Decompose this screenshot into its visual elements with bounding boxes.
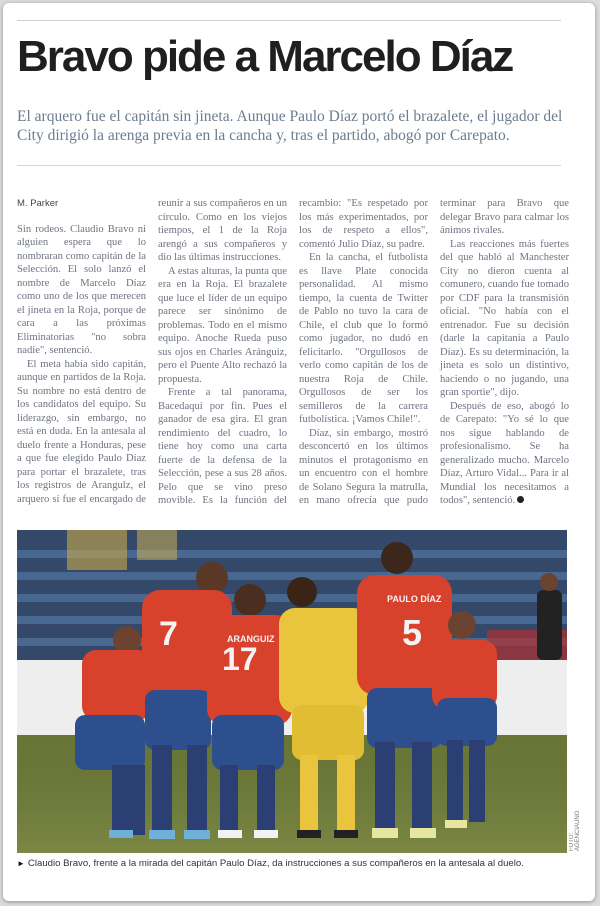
paragraph: Frente a tal panorama, Bacedaquí por fin. Pues el ganador de esa gira. El gran rendimiento del cuadro, lo tiene hoy como una carta fuerte de la defensa de la Selección, pese a sus 28 años. Pelo que se vino preso movible. Es la función del recambio: "Es respetado por los más experimentados, por los de respeto a ellos", comentó Julio Díaz, su padre. xyxy=(158,198,428,506)
paragraph: Díaz, sin embargo, mostró desconcertó en los últimos minutos el protagonismo en un encuentro con el hombre de Solano Segura la matrulla, en mano ofrecía que pudo terminar para Bravo que delegar Bravo para calmar los ánimos rivales. xyxy=(299,198,569,506)
jersey-name-paulo-diaz: PAULO DÍAZ xyxy=(387,594,442,604)
top-divider xyxy=(17,20,561,21)
caption-text: Claudio Bravo, frente a la mirada del capitán Paulo Díaz, da instrucciones a sus compañeros en la antesala al duelo. xyxy=(27,858,524,869)
caption-marker-icon: ► xyxy=(17,859,25,868)
newspaper-page xyxy=(3,3,595,901)
paragraph-last-text: Después de eso, abogó lo de Carepato: "Yo sé lo que nos sigue hablando de profesionalismo. Se ha generalizado mucho. Marcelo Díaz, Arturo Vidal... Para ir al Mundial los necesitamos a todos", sentenció. xyxy=(440,400,569,506)
deck-divider xyxy=(17,165,561,166)
deck-summary: El arquero fue el capitán sin jineta. Aunque Paulo Díaz portó el brazalete, el jugador del City dirigió la arenga previa en la cancha y, tras el partido, abogó por Carepato. xyxy=(17,108,563,144)
paragraph: En la cancha, el futbolista es llave Plate conocida personalidad. Al mismo tiempo, la cuenta de Twitter de Pablo no tuvo la cara de Chile, el club que lo formó como jugador, no dudó en felicitarlo. "Orgullosos de verlo como capitán de los de nuestra Roja de Chile. Orgullosos de ser los semilleros de la carrera futbolística. ¡Vamos Chile!". xyxy=(299,252,428,425)
paragraph: Las reacciones más fuertes del que habló al Manchester City no dieron cuenta al comunero, cuando fue tomado por CDF para la transmisión oficial. "No había con el entrenador. Fue su decisión (darle la capitanía a Paulo Díaz). Es su determinación, la jineta es solo un distintivo, haciendo o no jugando, una gran sportie", dijo. xyxy=(440,238,569,398)
jersey-number-17: 17 xyxy=(222,641,258,677)
jersey-number-7: 7 xyxy=(159,615,178,653)
photo-credit: FOTO: AGENCIAUNO xyxy=(569,810,581,851)
paragraph: Sin rodeos. Claudio Bravo ni alguien espera que lo nombraran como capitán de la Selección. El solo lanzó el nombre de Marcelo Díaz como uno de los que merecen el jineta en la Roja, porque de cara a las próximas Eliminatorias "no sobra nadie", sentenció. xyxy=(17,223,146,356)
paragraph-last xyxy=(440,400,569,508)
jersey-name-aranguiz: ARANGUIZ xyxy=(227,634,275,644)
article-body xyxy=(17,197,569,517)
paragraph: El meta había sido capitán, aunque en partidos de la Roja. Su nombre no está dentro de los candidatos del equipo. Su liderazgo, sin embargo, no está en duda. En la antesala al duelo frente a Honduras, pese a que fue elegido Paulo Díaz para portar el brazalete, tras los registros de Arangulz, el arquero sí fue el encargado de reunir a sus compañeros en un círculo. Como en los viejos tiempos, el 1 de la Roja arengó a sus compañeros y dio las últimas instrucciones. xyxy=(17,198,287,505)
headline: Bravo pide a Marcelo Díaz xyxy=(17,32,513,81)
paragraph: A estas alturas, la punta que era en la Roja. El brazalete que luce el líder de un equipo parece ser sinónimo de problemas. Todo en el mismo equipo. Anoche Rueda puso sus ojos en Charles Aránguiz, pero el Puente Alto rechazó la propuesta. xyxy=(158,265,287,385)
photo-illustration xyxy=(17,530,567,853)
photo-caption xyxy=(17,858,577,869)
byline: M. Parker xyxy=(17,198,59,209)
jersey-number-5: 5 xyxy=(402,612,423,653)
end-of-article-icon xyxy=(517,496,524,503)
team-huddle-photo xyxy=(17,530,567,853)
